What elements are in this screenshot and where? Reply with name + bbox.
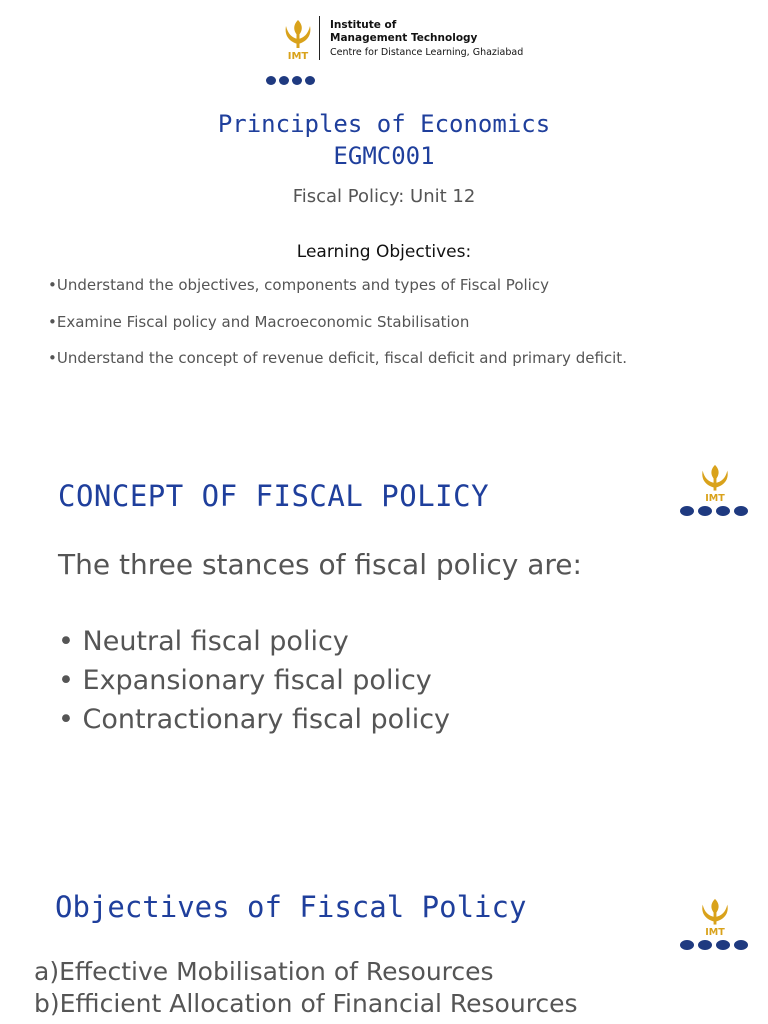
learning-objective-item: •Examine Fiscal policy and Macroeconomic Stabilisation: [48, 313, 470, 331]
institute-name-line1: Institute of: [330, 19, 397, 31]
logo-dot: [680, 506, 694, 516]
learning-objective-item: •Understand the concept of revenue deficit, fiscal deficit and primary deficit.: [48, 349, 627, 367]
objectives-heading: Objectives of Fiscal Policy: [55, 890, 527, 924]
fiscal-objective-item: a)Effective Mobilisation of Resources: [34, 957, 494, 986]
logo-dots: [680, 506, 748, 516]
concept-heading: CONCEPT OF FISCAL POLICY: [58, 479, 490, 513]
logo-dot: [266, 76, 276, 85]
imt-side-logo: [680, 896, 752, 956]
emblem-text: IMT: [705, 927, 725, 936]
emblem-text: IMT: [705, 493, 725, 502]
logo-dot: [716, 506, 730, 516]
institute-centre: Centre for Distance Learning, Ghaziabad: [330, 47, 524, 58]
logo-dot: [734, 940, 748, 950]
institute-name: [330, 19, 477, 45]
logo-dot: [698, 940, 712, 950]
logo-dot: [716, 940, 730, 950]
imt-emblem-icon: [696, 462, 734, 502]
logo-dot: [734, 506, 748, 516]
logo-dot: [292, 76, 302, 85]
imt-emblem-icon: [278, 16, 318, 62]
stance-item: • Expansionary fiscal policy: [58, 665, 432, 696]
logo-dot: [680, 940, 694, 950]
learning-objective-item: •Understand the objectives, components and types of Fiscal Policy: [48, 276, 549, 294]
logo-dot: [305, 76, 315, 85]
imt-emblem-icon: [696, 896, 734, 936]
emblem-text: IMT: [287, 51, 309, 62]
logo-dots: [680, 940, 748, 950]
course-title: Principles of Economics: [217, 110, 551, 138]
learning-objectives-heading: Learning Objectives:: [296, 242, 472, 262]
logo-divider: [319, 16, 320, 60]
stance-item: • Neutral fiscal policy: [58, 626, 349, 657]
logo-dot: [279, 76, 289, 85]
stance-item: • Contractionary fiscal policy: [58, 704, 451, 735]
course-code: EGMC001: [333, 142, 435, 170]
logo-dot: [698, 506, 712, 516]
institute-name-line2: Management Technology: [330, 32, 478, 44]
fiscal-objective-item: b)Efficient Allocation of Financial Resources: [34, 989, 578, 1018]
imt-header-logo: [266, 14, 524, 74]
imt-side-logo: [680, 462, 752, 522]
unit-subtitle: Fiscal Policy: Unit 12: [292, 186, 476, 207]
stances-intro: The three stances of fiscal policy are:: [58, 548, 582, 581]
logo-dots: [266, 76, 315, 85]
